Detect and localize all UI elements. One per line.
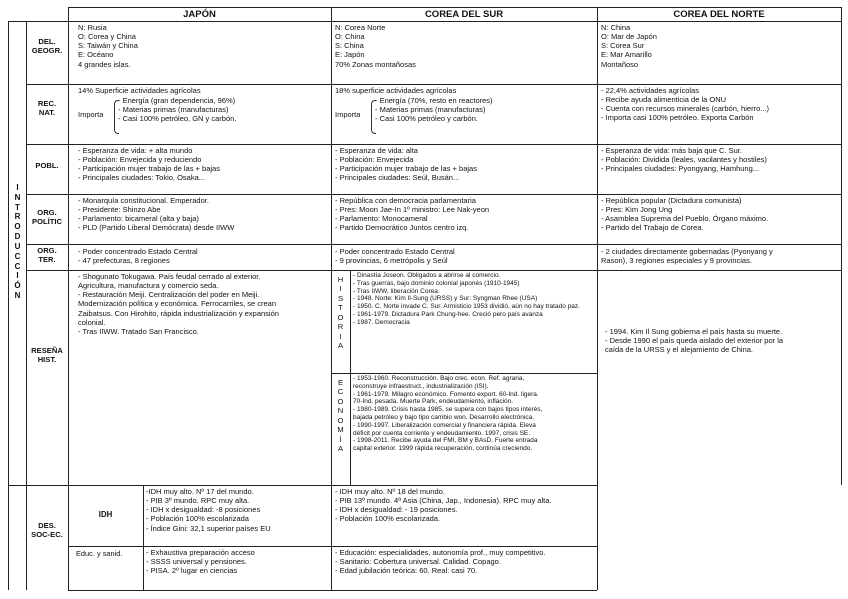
rec-south-importa: Importa bbox=[335, 110, 361, 119]
rec-japan-importa: Importa bbox=[78, 110, 104, 119]
header-south-korea: COREA DEL SUR bbox=[424, 9, 504, 20]
grid-line bbox=[143, 485, 144, 590]
row-label-history: RESEÑA HIST. bbox=[31, 346, 63, 364]
resena-japan: - Shogunato Tokugawa. País feudal cerrado al exterior. Agricultura, manufactura y comercio seda. - Restauración Meiji. Centralización del poder en Meiji. Modernización política y económica. Ferrocarriles, se crean Zaibatsus. Con Hirohito, rápida industrialización y expansión colonial. - Tras IIWW. Tratado San Francisco. bbox=[78, 272, 279, 336]
grid-line bbox=[350, 270, 351, 485]
economia-vertical-label: E C O N O M Í A bbox=[337, 378, 344, 454]
pobl-south-korea: - Esperanza de vida: alta - Población: Envejecida - Participación mujer trabajo de las + bajas - Principales ciudades: Seúl, Busán... bbox=[335, 146, 477, 183]
org-ter-japan: - Poder concentrado Estado Central - 47 prefecturas, 8 regiones bbox=[78, 247, 198, 266]
grid-line bbox=[331, 373, 597, 374]
rec-north-korea: - 22,4% actividades agrícolas - Recibe ayuda alimenticia de la ONU - Cuenta con recursos minerales (carbón, hierro...) - Importa casi 100% petróleo. Exporta Carbón bbox=[601, 86, 769, 123]
grid-line bbox=[841, 7, 842, 485]
grid-line bbox=[26, 244, 841, 245]
idh-label: IDH bbox=[98, 510, 113, 519]
grid-line bbox=[8, 485, 597, 486]
org-pol-north-korea: - República popular (Dictadura comunista) - Pres: Kim Jong Ung - Asamblea Suprema del Pueblo. Órgano máximo. - Partido del Trabajo de Corea. bbox=[601, 196, 769, 233]
rec-japan-items: - Energía (gran dependencia, 96%) - Materias primas (manufacturas) - Casi 100% petróleo, GN y carbón. bbox=[118, 96, 237, 124]
educ-label: Educ. y sanid. bbox=[76, 549, 123, 558]
org-ter-north-korea: - 2 ciudades directamente gobernadas (Pyonyang y Rason), 3 regiones especiales y 9 provincias. bbox=[601, 247, 773, 266]
rec-south-top: 18% superficie actividades agrícolas bbox=[335, 86, 457, 95]
rec-south-items: - Energía (70%, resto en reactores) - Materias primas (manufacturas) - Casi 100% petróleo y carbón. bbox=[375, 96, 493, 124]
historia-vertical-label: H I S T O R I A bbox=[337, 275, 344, 351]
resena-south-economia: - 1953-1960. Reconstrucción. Bajo crec. econ. Ref. agraria, reconstruye infraestruct., industrialización (ISI). - 1961-1979. Milagro económico. Fomento export. 60-Ind. ligera. 70-Ind. pesada. Muerte Park, endeudamiento, inflación. - 1980-1989. Crisis hasta 1985, se supera con bajos tipos interés, bajada petróleo y bajo tipo cambio won. Desarrollo electrónica. - 1990-1997. Liberalización comercial y financiera rápida. Eleva déficit por cuenta corriente y endeudamiento. 1997, crisis SE. - 1998-2011. Recibe ayuda del FMI, BM y BAsD. Fuerte entrada capital exterior. 1999 rápida recuperación, continúa creciendo. bbox=[353, 375, 543, 453]
header-japan: JAPÓN bbox=[183, 9, 216, 20]
pobl-japan: - Esperanza de vida: + alta mundo - Población: Envejecida y reduciendo - Participación mujer trabajo de las + bajas - Principales ciudades: Tokio, Osaka... bbox=[78, 146, 220, 183]
grid-line bbox=[8, 21, 9, 590]
grid-line bbox=[26, 84, 841, 85]
row-label-population: POBL. bbox=[35, 161, 59, 170]
grid-line bbox=[68, 546, 597, 547]
grid-line bbox=[68, 7, 841, 8]
des-japan-educ: - Exhaustiva preparación acceso - SSSS universal y pensiones. - PISA. 2º lugar en ciencias bbox=[146, 548, 255, 576]
row-label-geography: DEL. GEOGR. bbox=[31, 37, 63, 55]
row-label-political: ORG. POLÍTIC bbox=[32, 208, 62, 226]
org-pol-south-korea: - República con democracia parlamentaria - Pres: Moon Jae-In 1º ministro: Lee Nak-yeon - Parlamento: Monocameral - Partido Democrático Juntos centro izq. bbox=[335, 196, 490, 233]
geo-north-korea: N: China O: Mar de Japón S: Corea Sur E: Mar Amarillo Montañoso bbox=[601, 23, 657, 69]
org-ter-south-korea: - Poder concentrado Estado Central - 9 provincias, 6 metrópolis y Seúl bbox=[335, 247, 455, 266]
grid-line bbox=[68, 7, 69, 590]
grid-line bbox=[26, 194, 841, 195]
des-south-educ: - Educación: especialidades, autonomía prof., muy competitivo. - Sanitario: Cobertura universal. Calidad. Copago. - Edad jubilación teórica: 60. Real: casi 70. bbox=[335, 548, 546, 576]
grid-line bbox=[8, 21, 841, 22]
geo-south-korea: N: Corea Norte O: China S: China E: Japón 70% Zonas montañosas bbox=[335, 23, 416, 69]
des-south-idh: - IDH muy alto. Nº 18 del mundo. - PIB 13º mundo. 4ª Asia (China, Jap., Indonesia). RPC muy alta. - IDH x desigualdad: - 19 posiciones. - Población 100% escolarizada. bbox=[335, 487, 552, 524]
side-label-introduccion: I N T R O D U C C I Ó N bbox=[14, 183, 21, 301]
resena-south-historia: - Dinastía Joseon. Obligados a abrirse al comercio. - Tras guerras, bajo dominio colonial japonés (1910-1945) - Tras IIWW, liberación Corea. - 1948. Norte: Kim Il-Sung (URSS) y Sur: Syngman Rhee (USA) - 1950. C. Norte invade C. Sur. Armisticio 1953 dividió, aún no hay tratado paz. - 1961-1979. Dictadura Park Chung-hee. Creció pero país avanza - 1987. Democracia bbox=[353, 272, 580, 326]
geo-japan: N: Rusia O: Corea y China S: Taiwán y China E: Océano 4 grandes islas. bbox=[78, 23, 138, 69]
row-label-resources: REC. NAT. bbox=[37, 99, 57, 117]
resena-north-korea: - 1994. Kim Il Sung gobierna el país hasta su muerte. - Desde 1990 el país queda aislado del exterior por la caída de la URSS y el alejamiento de China. bbox=[605, 327, 784, 355]
grid-line bbox=[26, 144, 841, 145]
rec-japan-top: 14% Superficie actividades agrícolas bbox=[78, 86, 201, 95]
grid-line bbox=[68, 590, 597, 591]
row-label-territorial: ORG. TER. bbox=[37, 246, 57, 264]
org-pol-japan: - Monarquía constitucional. Emperador. - Presidente: Shinzo Abe - Parlamento: bicameral (alta y baja) - PLD (Partido Liberal Demócrata) desde IIWW bbox=[78, 196, 235, 233]
grid-line bbox=[597, 7, 598, 590]
grid-line bbox=[26, 270, 841, 271]
pobl-north-korea: - Esperanza de vida: más baja que C. Sur. - Población: Dividida (leales, vacilantes y hostiles) - Principales ciudades: Pyongyang, Hamhung... bbox=[601, 146, 767, 174]
header-north-korea: COREA DEL NORTE bbox=[673, 9, 765, 20]
des-japan-idh: -IDH muy alto. Nº 17 del mundo. - PIB 3º mundo. RPC muy alta. - IDH x desigualdad: -8 posiciones - Población 100% escolarizada - Índice Gini: 32,1 superior países EU bbox=[146, 487, 271, 533]
row-label-development: DES. SOC-EC. bbox=[31, 521, 63, 539]
